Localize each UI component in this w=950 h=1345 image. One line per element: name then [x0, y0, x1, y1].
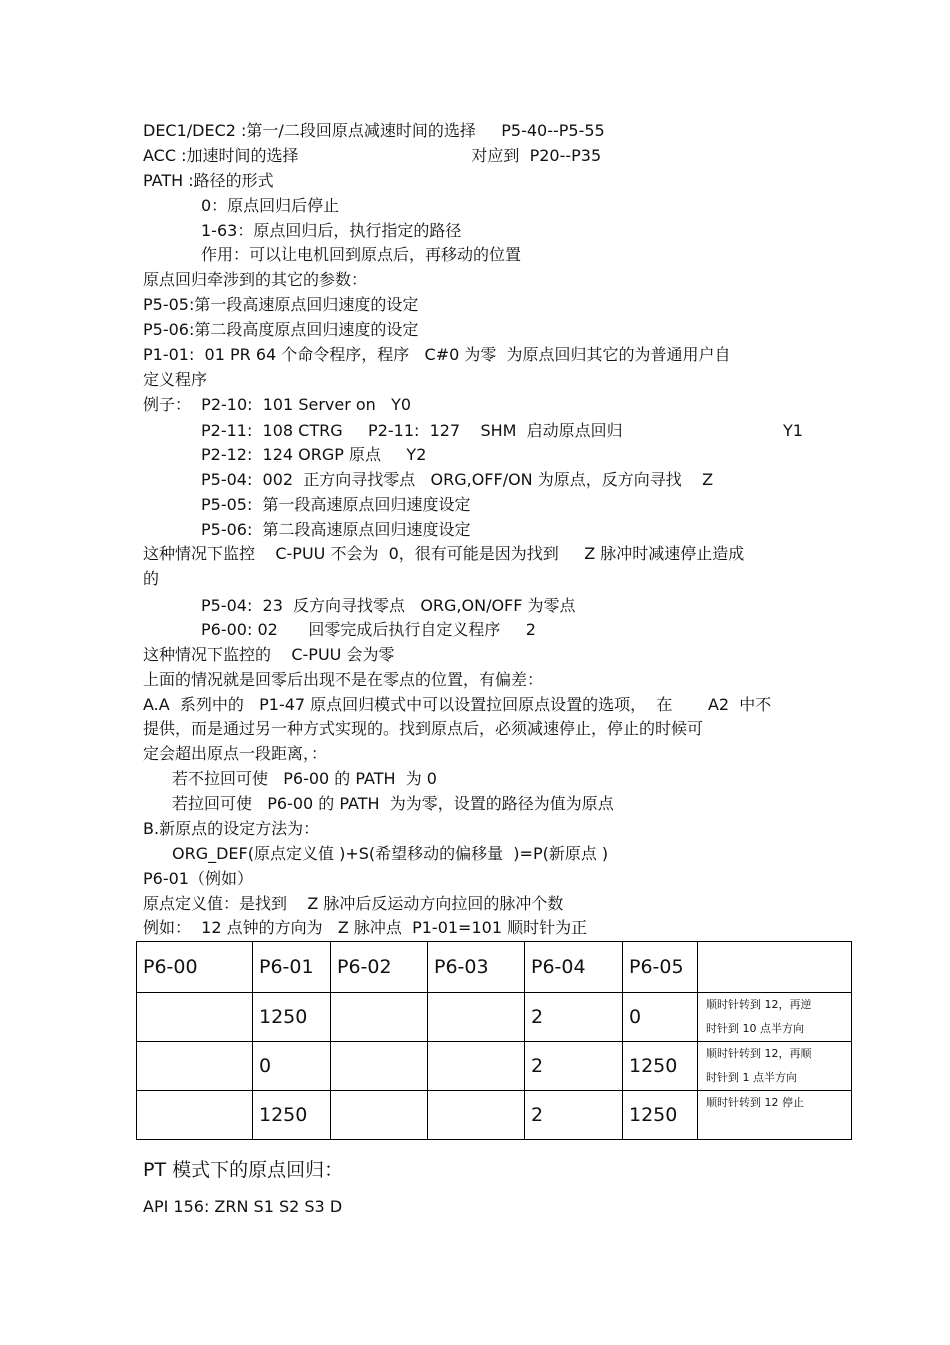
text-line: 这种情况下监控 C-PUU 不会为 0，很有可能是因为找到 Z 脉冲时减速停止造成	[143, 544, 745, 563]
parameter-table	[136, 941, 852, 1140]
text-line: 0：原点回归后停止	[201, 196, 340, 215]
text-line: 若拉回可使 P6-00 的 PATH 为为零，设置的路径为值为原点	[172, 794, 614, 813]
table-cell	[137, 993, 253, 1042]
table-cell: 2	[525, 993, 623, 1042]
text-line: P5-06:第二段高度原点回归速度的设定	[143, 320, 419, 339]
table-header-cell: P6-02	[331, 942, 428, 993]
table-header-cell	[698, 942, 852, 993]
text-line: ACC :加速时间的选择 对应到 P20--P35	[143, 146, 602, 165]
table-row	[137, 1042, 852, 1091]
text-line: P5-05:第一段高速原点回归速度的设定	[143, 295, 419, 314]
table-cell	[428, 1091, 525, 1140]
api-line: API 156: ZRN S1 S2 S3 D	[143, 1197, 343, 1216]
text-line: 这种情况下监控的 C-PUU 会为零	[143, 645, 395, 664]
text-line: 作用：可以让电机回到原点后，再移动的位置	[201, 245, 522, 264]
table-cell	[331, 993, 428, 1042]
table-header-row	[137, 942, 852, 993]
note-line: 顺时针转到 12，再逆	[706, 998, 812, 1011]
table-cell	[331, 1042, 428, 1091]
text-line: 的	[143, 569, 160, 588]
table-cell	[331, 1091, 428, 1140]
text-line: 若不拉回可使 P6-00 的 PATH 为 0	[172, 769, 437, 788]
table-header-cell: P6-04	[525, 942, 623, 993]
table-header-cell: P6-05	[623, 942, 698, 993]
table-note-cell	[698, 993, 852, 1042]
text-line: 1-63：原点回归后，执行指定的路径	[201, 221, 462, 240]
table-cell: 0	[253, 1042, 331, 1091]
text-line: P6-01（例如）	[143, 869, 253, 888]
text-line: 上面的情况就是回零后出现不是在零点的位置，有偏差：	[143, 670, 544, 689]
table-header-cell: P6-03	[428, 942, 525, 993]
text-line: 原点回归牵涉到的其它的参数：	[143, 270, 368, 289]
note-line: 顺时针转到 12，再顺	[706, 1047, 812, 1060]
table-cell	[428, 1042, 525, 1091]
text-line: P1-01: 01 PR 64 个命令程序，程序 C#0 为零 为原点回归其它的为普通用户自	[143, 345, 731, 364]
note-line: 时针到 10 点半方向	[706, 1022, 804, 1035]
text-line: A.A 系列中的 P1-47 原点回归模式中可以设置拉回原点设置的选项， 在 A2 中不	[143, 695, 772, 714]
note-line: 顺时针转到 12 停止	[706, 1096, 804, 1109]
table-row	[137, 993, 852, 1042]
text-line: 例子： P2-10: 101 Server on Y0	[143, 395, 412, 414]
text-line: 例如： 12 点钟的方向为 Z 脉冲点 P1-01=101 顺时针为正	[143, 918, 588, 937]
text-line: PATH :路径的形式	[143, 171, 274, 190]
table-note-cell	[698, 1091, 852, 1140]
table-cell: 1250	[623, 1091, 698, 1140]
table-cell: 0	[623, 993, 698, 1042]
text-line: P5-04: 002 正方向寻找零点 ORG,OFF/ON 为原点，反方向寻找 Z	[201, 470, 714, 489]
text-line: P5-05: 第一段高速原点回归速度设定	[201, 495, 471, 514]
text-line: Y1	[783, 421, 803, 440]
table-cell	[137, 1042, 253, 1091]
text-line: ORG_DEF(原点定义值 )+S(希望移动的偏移量 )=P(新原点 )	[172, 844, 609, 863]
text-line: P2-11: 108 CTRG P2-11: 127 SHM 启动原点回归	[201, 421, 623, 440]
table-cell: 1250	[253, 1091, 331, 1140]
table-cell: 2	[525, 1042, 623, 1091]
note-line: 时针到 1 点半方向	[706, 1071, 797, 1084]
table-cell: 1250	[253, 993, 331, 1042]
table-cell	[137, 1091, 253, 1140]
text-line: 原点定义值：是找到 Z 脉冲后反运动方向拉回的脉冲个数	[143, 894, 564, 913]
text-line: 定义程序	[143, 370, 208, 389]
text-line: B.新原点的设定方法为：	[143, 819, 320, 838]
text-line: DEC1/DEC2 :第一/二段回原点减速时间的选择 P5-40--P5-55	[143, 121, 605, 140]
table-cell	[428, 993, 525, 1042]
table-header-cell: P6-00	[137, 942, 253, 993]
text-line: P2-12: 124 ORGP 原点 Y2	[201, 445, 427, 464]
table-header-cell: P6-01	[253, 942, 331, 993]
text-line: P5-04: 23 反方向寻找零点 ORG,ON/OFF 为零点	[201, 596, 576, 615]
text-line: P6-00: 02 回零完成后执行自定义程序 2	[201, 620, 536, 639]
text-line: 提供，而是通过另一种方式实现的。找到原点后，必须减速停止，停止的时候可	[143, 719, 704, 738]
table-cell: 1250	[623, 1042, 698, 1091]
text-line: P5-06: 第二段高速原点回归速度设定	[201, 520, 471, 539]
section-title: PT 模式下的原点回归：	[143, 1159, 344, 1181]
text-line: 定会超出原点一段距离，：	[143, 744, 328, 763]
table-cell: 2	[525, 1091, 623, 1140]
table-row	[137, 1091, 852, 1140]
table-note-cell	[698, 1042, 852, 1091]
